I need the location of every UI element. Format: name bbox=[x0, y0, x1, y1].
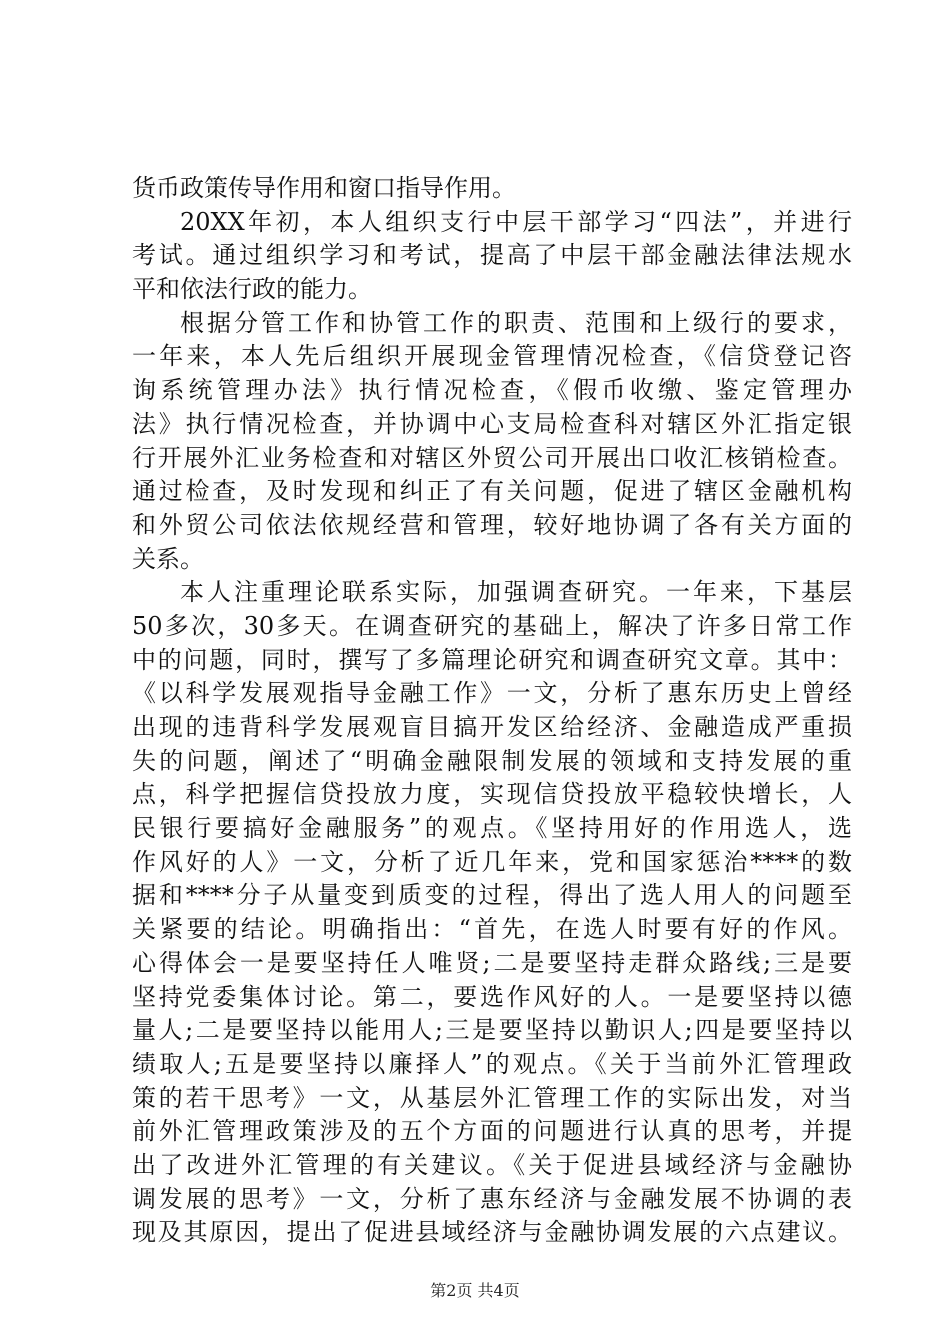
text-line: 量人;二是要坚持以能用人;三是要坚持以勤识人;四是要坚持以 bbox=[132, 1016, 852, 1045]
text-line: 根据分管工作和协管工作的职责、范围和上级行的要求， bbox=[180, 308, 852, 337]
text-line: 关紧要的结论。明确指出：“首先，在选人时要有好的作风。 bbox=[132, 915, 852, 944]
text-line: 关系。 bbox=[132, 544, 204, 573]
text-line: 通过检查，及时发现和纠正了有关问题，促进了辖区金融机构 bbox=[132, 477, 852, 506]
text-line: 调发展的思考》一文，分析了惠东经济与金融发展不协调的表 bbox=[132, 1184, 852, 1213]
text-line: 点，科学把握信贷投放力度，实现信贷投放平稳较快增长，人 bbox=[132, 780, 852, 809]
text-line: 民银行要搞好金融服务”的观点。《坚持用好的作用选人，选 bbox=[132, 814, 852, 843]
text-line: 20XX年初，本人组织支行中层干部学习“四法”，并进行 bbox=[180, 207, 852, 236]
text-line: 法》执行情况检查，并协调中心支局检查科对辖区外汇指定银 bbox=[132, 409, 852, 438]
text-line: 绩取人;五是要坚持以廉择人”的观点。《关于当前外汇管理政 bbox=[132, 1049, 852, 1078]
text-line: 中的问题，同时，撰写了多篇理论研究和调查研究文章。其中： bbox=[132, 645, 852, 674]
text-line: 前外汇管理政策涉及的五个方面的问题进行认真的思考，并提 bbox=[132, 1117, 852, 1146]
text-line: 现及其原因，提出了促进县域经济与金融协调发展的六点建议。 bbox=[132, 1218, 852, 1247]
text-line: 一年来，本人先后组织开展现金管理情况检查，《信贷登记咨 bbox=[132, 342, 852, 371]
text-line: 行开展外汇业务检查和对辖区外贸公司开展出口收汇核销检查。 bbox=[132, 443, 852, 472]
text-line: 失的问题，阐述了“明确金融限制发展的领域和支持发展的重 bbox=[132, 746, 852, 775]
page-footer: 第2页 共4页 bbox=[430, 1281, 520, 1300]
text-line: 据和****分子从量变到质变的过程，得出了选人用人的问题至 bbox=[132, 881, 852, 910]
text-line: 《以科学发展观指导金融工作》一文，分析了惠东历史上曾经 bbox=[132, 679, 852, 708]
text-line: 50多次，30多天。在调查研究的基础上，解决了许多日常工作 bbox=[132, 611, 852, 640]
text-line: 作风好的人》一文，分析了近几年来，党和国家惩治****的数 bbox=[132, 847, 852, 876]
text-line: 本人注重理论联系实际，加强调查研究。一年来，下基层 bbox=[180, 578, 852, 607]
text-line: 出了改进外汇管理的有关建议。《关于促进县域经济与金融协 bbox=[132, 1150, 852, 1179]
text-line: 出现的违背科学发展观盲目搞开发区给经济、金融造成严重损 bbox=[132, 713, 852, 741]
text-line: 货币政策传导作用和窗口指导作用。 bbox=[132, 174, 516, 202]
text-line: 考试。通过组织学习和考试，提高了中层干部金融法律法规水 bbox=[132, 241, 852, 270]
text-line: 心得体会一是要坚持任人唯贤;二是要坚持走群众路线;三是要 bbox=[132, 948, 852, 977]
document-body bbox=[132, 172, 852, 1250]
text-line: 平和依法行政的能力。 bbox=[132, 275, 372, 304]
text-line: 和外贸公司依法依规经营和管理，较好地协调了各有关方面的 bbox=[132, 510, 852, 539]
text-line: 坚持党委集体讨论。第二，要选作风好的人。一是要坚持以德 bbox=[132, 982, 852, 1011]
text-line: 策的若干思考》一文，从基层外汇管理工作的实际出发，对当 bbox=[132, 1083, 852, 1112]
text-line: 询系统管理办法》执行情况检查，《假币收缴、鉴定管理办 bbox=[132, 376, 852, 405]
